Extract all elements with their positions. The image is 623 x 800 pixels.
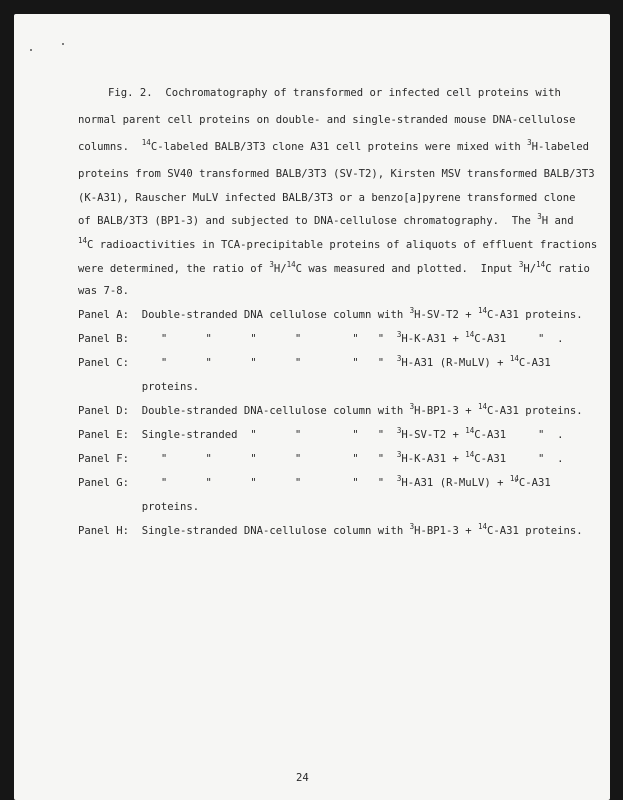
text-line <box>78 354 551 369</box>
text-segment: proteins. <box>78 381 200 393</box>
text-segment: C radioactivities in TCA-precipitable proteins of aliquots of effluent fractions <box>87 239 598 251</box>
text-segment: of BALB/3T3 (BP1-3) and subjected to DNA-cellulose chromatography. The <box>78 215 538 227</box>
superscript: 3 <box>396 354 402 363</box>
text-line <box>78 114 575 126</box>
text-line <box>78 450 564 465</box>
text-segment: Panel F: " " " " " " <box>78 453 397 465</box>
superscript: 14 <box>477 306 487 315</box>
superscript: 3 <box>269 260 274 269</box>
superscript: 3 <box>409 402 415 411</box>
superscript: 3 <box>409 522 415 531</box>
text-line <box>78 306 583 321</box>
text-segment: H-SV-T2 + <box>414 309 478 321</box>
text-segment: C-A31 proteins. <box>486 405 583 417</box>
superscript: 3 <box>537 212 542 221</box>
text-line <box>78 285 129 297</box>
superscript: 3 <box>518 260 524 269</box>
text-line <box>78 381 199 393</box>
text-line <box>78 236 598 251</box>
superscript: 14 <box>465 426 475 435</box>
text-segment: Panel H: Single-stranded DNA-cellulose column with <box>78 525 410 537</box>
text-line <box>78 168 595 180</box>
superscript: 3 <box>396 450 402 459</box>
text-segment: H-labeled <box>531 141 590 153</box>
scan-speck <box>62 43 64 45</box>
text-segment: C-A31 <box>518 477 551 489</box>
superscript: 14 <box>509 474 519 483</box>
superscript: 3 <box>396 426 402 435</box>
text-segment: C-A31 proteins. <box>486 525 583 537</box>
text-segment: H/ <box>523 263 537 275</box>
text-line <box>78 260 590 275</box>
text-segment: Fig. 2. Cochromatography of transformed or infected cell proteins with <box>108 87 561 99</box>
text-line <box>78 474 551 489</box>
text-segment: Panel A: Double-stranded DNA cellulose column with <box>78 309 410 321</box>
text-segment: columns. <box>78 141 142 153</box>
text-line <box>78 402 583 417</box>
text-segment: C ratio <box>545 263 590 275</box>
text-segment: C-A31 " . <box>474 429 564 441</box>
text-segment: C-A31 " . <box>474 333 564 345</box>
text-segment: H and <box>541 215 574 227</box>
superscript: 3 <box>396 474 402 483</box>
text-segment: proteins. <box>78 501 200 513</box>
text-segment: H-A31 (R-MuLV) + <box>401 477 510 489</box>
text-segment: C was measured and plotted. Input <box>295 263 519 275</box>
superscript: 3 <box>409 306 415 315</box>
text-line <box>78 501 199 513</box>
text-segment: H-K-A31 + <box>401 333 466 345</box>
text-line <box>108 87 561 99</box>
text-segment: C-A31 " . <box>474 453 564 465</box>
text-segment: were determined, the ratio of <box>78 263 270 275</box>
text-segment: H-A31 (R-MuLV) + <box>401 357 510 369</box>
text-segment: Panel D: Double-stranded DNA-cellulose column with <box>78 405 410 417</box>
superscript: 14 <box>465 330 475 339</box>
text-segment: H-BP1-3 + <box>414 525 478 537</box>
text-line <box>78 138 590 153</box>
text-segment: Panel E: Single-stranded " " " " <box>78 429 397 441</box>
superscript: 3 <box>396 330 402 339</box>
text-segment: C-A31 <box>518 357 551 369</box>
superscript: 14 <box>78 236 88 245</box>
text-segment: Panel B: " " " " " " <box>78 333 397 345</box>
document-page <box>14 14 610 800</box>
superscript: 14 <box>509 354 519 363</box>
text-segment: H-K-A31 + <box>401 453 466 465</box>
superscript: 14 <box>477 522 487 531</box>
text-segment: was 7-8. <box>78 285 130 297</box>
text-line <box>78 522 583 537</box>
text-segment: proteins from SV40 transformed BALB/3T3 (SV-T2), Kirsten MSV transformed BALB/3T3 <box>78 168 595 180</box>
text-segment: H-BP1-3 + <box>414 405 478 417</box>
text-segment: H/ <box>273 263 287 275</box>
text-segment: Panel C: " " " " " " <box>78 357 397 369</box>
text-segment: Panel G: " " " " " " <box>78 477 397 489</box>
text-segment: normal parent cell proteins on double- and single-stranded mouse DNA-cellulose <box>78 114 576 126</box>
superscript: 14 <box>465 450 475 459</box>
text-line <box>78 192 575 204</box>
text-line <box>78 330 564 345</box>
text-segment: (K-A31), Rauscher MuLV infected BALB/3T3 or a benzo[a]pyrene transformed clone <box>78 192 576 204</box>
superscript: 3 <box>527 138 532 147</box>
text-segment: C-labeled BALB/3T3 clone A31 cell proteins were mixed with <box>150 141 528 153</box>
text-segment: H-SV-T2 + <box>401 429 466 441</box>
superscript: 14 <box>536 260 546 269</box>
superscript: 14 <box>141 138 151 147</box>
text-line <box>78 426 564 441</box>
superscript: 14 <box>286 260 296 269</box>
text-segment: C-A31 proteins. <box>486 309 583 321</box>
superscript: 14 <box>477 402 487 411</box>
scan-speck <box>30 49 32 51</box>
text-line <box>78 212 574 227</box>
page-number: 24 <box>296 772 309 784</box>
